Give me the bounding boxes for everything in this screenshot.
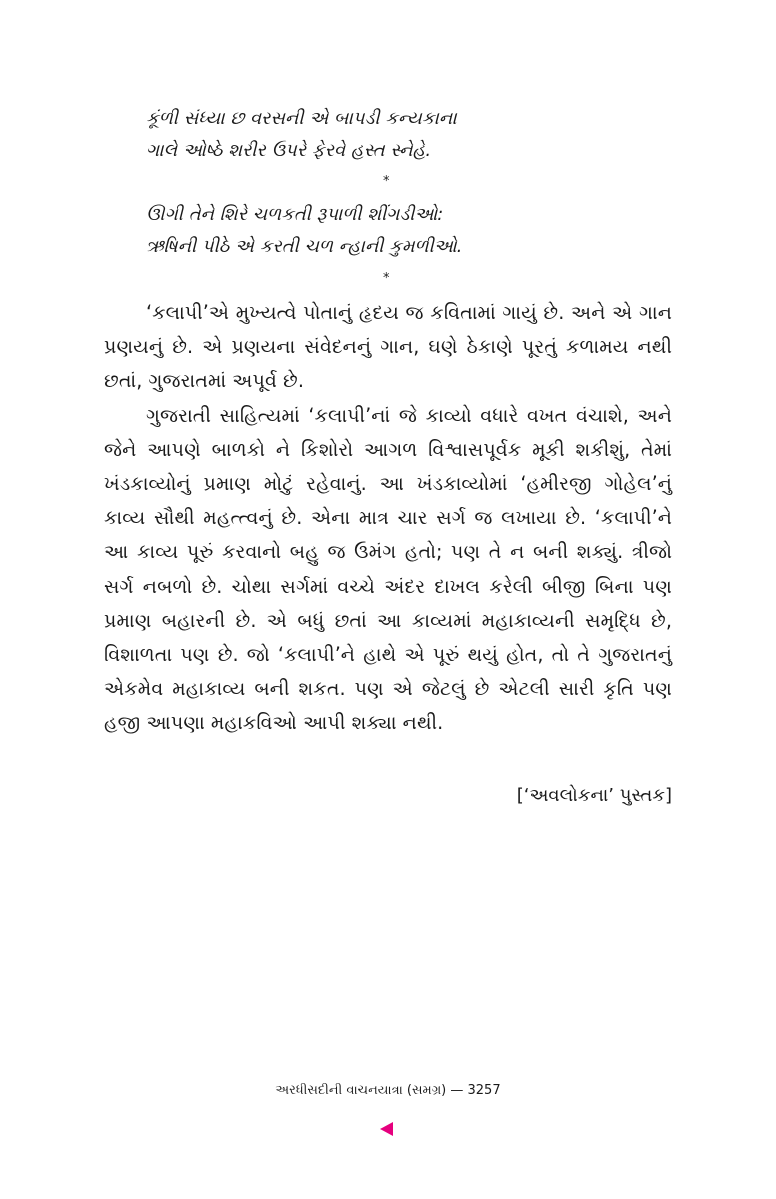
section-separator-asterisk: * [383, 174, 390, 189]
paragraph: ગુજરાતી સાહિત્યમાં ‘કલાપી’નાં જે કાવ્યો વધારે વખત વંચાશે, અને જેને આપણે બાળકો ને કિશોરો આગળ વિશ્વાસપૂર્વક મૂકી શકીશું, તેમાં ખંડકાવ્યોનું પ્રમાણ મોટું રહેવાનું. આ ખંડકાવ્યોમાં ‘હમીરજી ગોહેલ’નું કાવ્ય સૌથી મહત્ત્વનું છે. એના માત્ર ચાર સર્ગ જ લખાયા છે. ‘કલાપી’ને આ કાવ્ય પૂરું કરવાનો બહુ જ ઉમંગ હતો; પણ તે ન બની શક્યું. ત્રીજો સર્ગ નબળો છે. ચોથા સર્ગમાં વચ્ચે અંદર દાખલ કરેલી બીજી બિના પણ પ્રમાણ બહારની છે. એ બધું છતાં આ કાવ્યમાં મહાકાવ્યની સમૃદ્ધિ છે, વિશાળતા પણ છે. જો ‘કલાપી’ને હાથે એ પૂરું થયું હોત, તો તે ગુજરાતનું એકમેવ મહાકાવ્ય બની શકત. પણ એ જેટલું છે એટલી સારી કૃતિ પણ હજી આપણા મહાકવિઓ આપી શક્યા નથી. [104, 403, 672, 735]
section-separator-asterisk: * [383, 271, 390, 286]
essay-body [104, 296, 672, 741]
source-citation: [‘અવલોકના’ પુસ્તક] [516, 785, 672, 806]
poem-line: કૂંળી સંધ્યા છ વરસની એ બાપડી કન્યકાના [146, 108, 457, 129]
poem-line: ગાલે ઓષ્ઠે શરીર ઉપરે ફેરવે હસ્ત સ્નેહે. [146, 140, 432, 161]
poem-line: ઋષિની પીઠે એ કરતી ચળ ન્હાની કુમળીઓ. [146, 236, 463, 257]
paragraph: ‘કલાપી’એ મુખ્યત્વે પોતાનું હૃદય જ કવિતામાં ગાયું છે. અને એ ગાન પ્રણયનું છે. એ પ્રણયના સંવેદનનું ગાન, ઘણે ઠેકાણે પૂરતું કળામય નથી છતાં, ગુજરાતમાં અપૂર્વ છે. [104, 301, 672, 393]
poem-stanza-1 [146, 103, 566, 167]
poem-line: ઊગી તેને શિરે ચળકતી રૂપાળી શીંગડીઓ: [146, 204, 444, 225]
poem-stanza-2 [146, 199, 566, 263]
page-footer-running-title: અરધીસદીની વાચનયાત્રા (સમગ્ર) — 3257 [275, 1083, 501, 1098]
previous-page-triangle-icon[interactable] [380, 1122, 393, 1136]
